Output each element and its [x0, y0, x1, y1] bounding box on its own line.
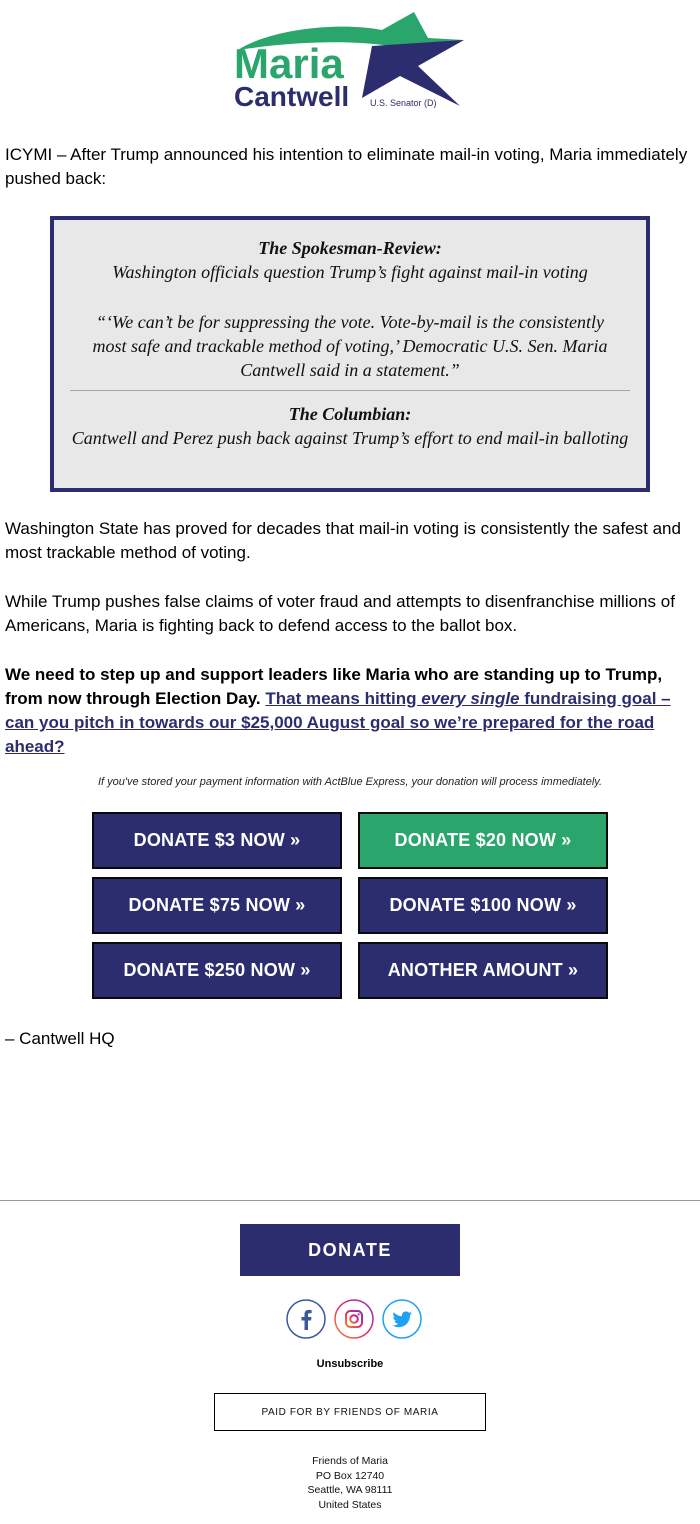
donate-250-button[interactable]: DONATE $250 NOW »: [92, 942, 342, 999]
donate-3-button[interactable]: DONATE $3 NOW »: [92, 812, 342, 869]
link-text-end: fundraising goal – can you pitch in towards our $25,000 August goal so we’re prepared for the road ahead?: [5, 689, 671, 756]
address-line: PO Box 12740: [315, 1469, 385, 1482]
paid-for-disclaimer: PAID FOR BY FRIENDS OF MARIA: [214, 1393, 486, 1431]
intro-paragraph: ICYMI – After Trump announced his intention to eliminate mail-in voting, Maria immediately pushed back:: [5, 145, 688, 188]
another-amount-button[interactable]: ANOTHER AMOUNT »: [358, 942, 608, 999]
press-item-spokesman: [54, 236, 646, 284]
press-headline: Cantwell and Perez push back against Trump’s effort to end mail-in balloting: [71, 428, 629, 448]
link-text-start: That means hitting: [265, 689, 422, 708]
address-line: Friends of Maria: [312, 1455, 388, 1467]
footer-divider: [0, 1200, 700, 1201]
donate-100-button[interactable]: DONATE $100 NOW »: [358, 877, 608, 934]
donate-20-button[interactable]: DONATE $20 NOW »: [358, 812, 608, 869]
facebook-icon[interactable]: [286, 1299, 326, 1339]
logo-graphic: [232, 10, 468, 110]
ask-bold-text: We need to step up and support leaders like Maria who are standing up to Trump, from now through Election Day.: [5, 665, 663, 708]
unsubscribe-link[interactable]: Unsubscribe: [316, 1358, 384, 1370]
actblue-express-note: If you've stored your payment information with ActBlue Express, your donation will process immediately.: [97, 776, 603, 788]
press-quote-box: [50, 216, 650, 492]
donate-75-button[interactable]: DONATE $75 NOW »: [92, 877, 342, 934]
address-line: United States: [318, 1498, 382, 1511]
trump-paragraph: While Trump pushes false claims of voter fraud and attempts to disenfranchise millions of Americans, Maria is fighting back to defend access to the ballot box.: [5, 592, 675, 635]
twitter-icon[interactable]: [382, 1299, 422, 1339]
address-line: Seattle, WA 98111: [307, 1484, 393, 1496]
press-quote: “‘We can’t be for suppressing the vote. Vote-by-mail is the consistently most safe and trackable method of voting,’ Democratic U.S. Sen. Maria Cantwell said in a statement.”: [92, 312, 608, 380]
footer-donate-button[interactable]: DONATE: [240, 1224, 460, 1276]
logo-first-name: Maria: [234, 40, 344, 87]
press-source: The Spokesman-Review:: [258, 238, 442, 258]
press-source: The Columbian:: [288, 404, 412, 424]
logo-last-name: Cantwell: [234, 81, 350, 110]
mailing-address: [0, 1454, 700, 1512]
press-headline: Washington officials question Trump’s fight against mail-in voting: [112, 262, 588, 282]
divider: [70, 390, 630, 391]
signoff: – Cantwell HQ: [5, 1029, 115, 1048]
logo-navy-star: [362, 40, 464, 106]
instagram-icon[interactable]: [334, 1299, 374, 1339]
washington-paragraph: Washington State has proved for decades that mail-in voting is consistently the safest and most trackable method of voting.: [5, 519, 681, 562]
campaign-logo: [232, 10, 468, 110]
link-text-emphasis: every single: [421, 689, 520, 708]
press-item-columbian: [54, 402, 646, 450]
ask-paragraph: [5, 663, 697, 759]
logo-title: U.S. Senator (D): [370, 98, 437, 108]
